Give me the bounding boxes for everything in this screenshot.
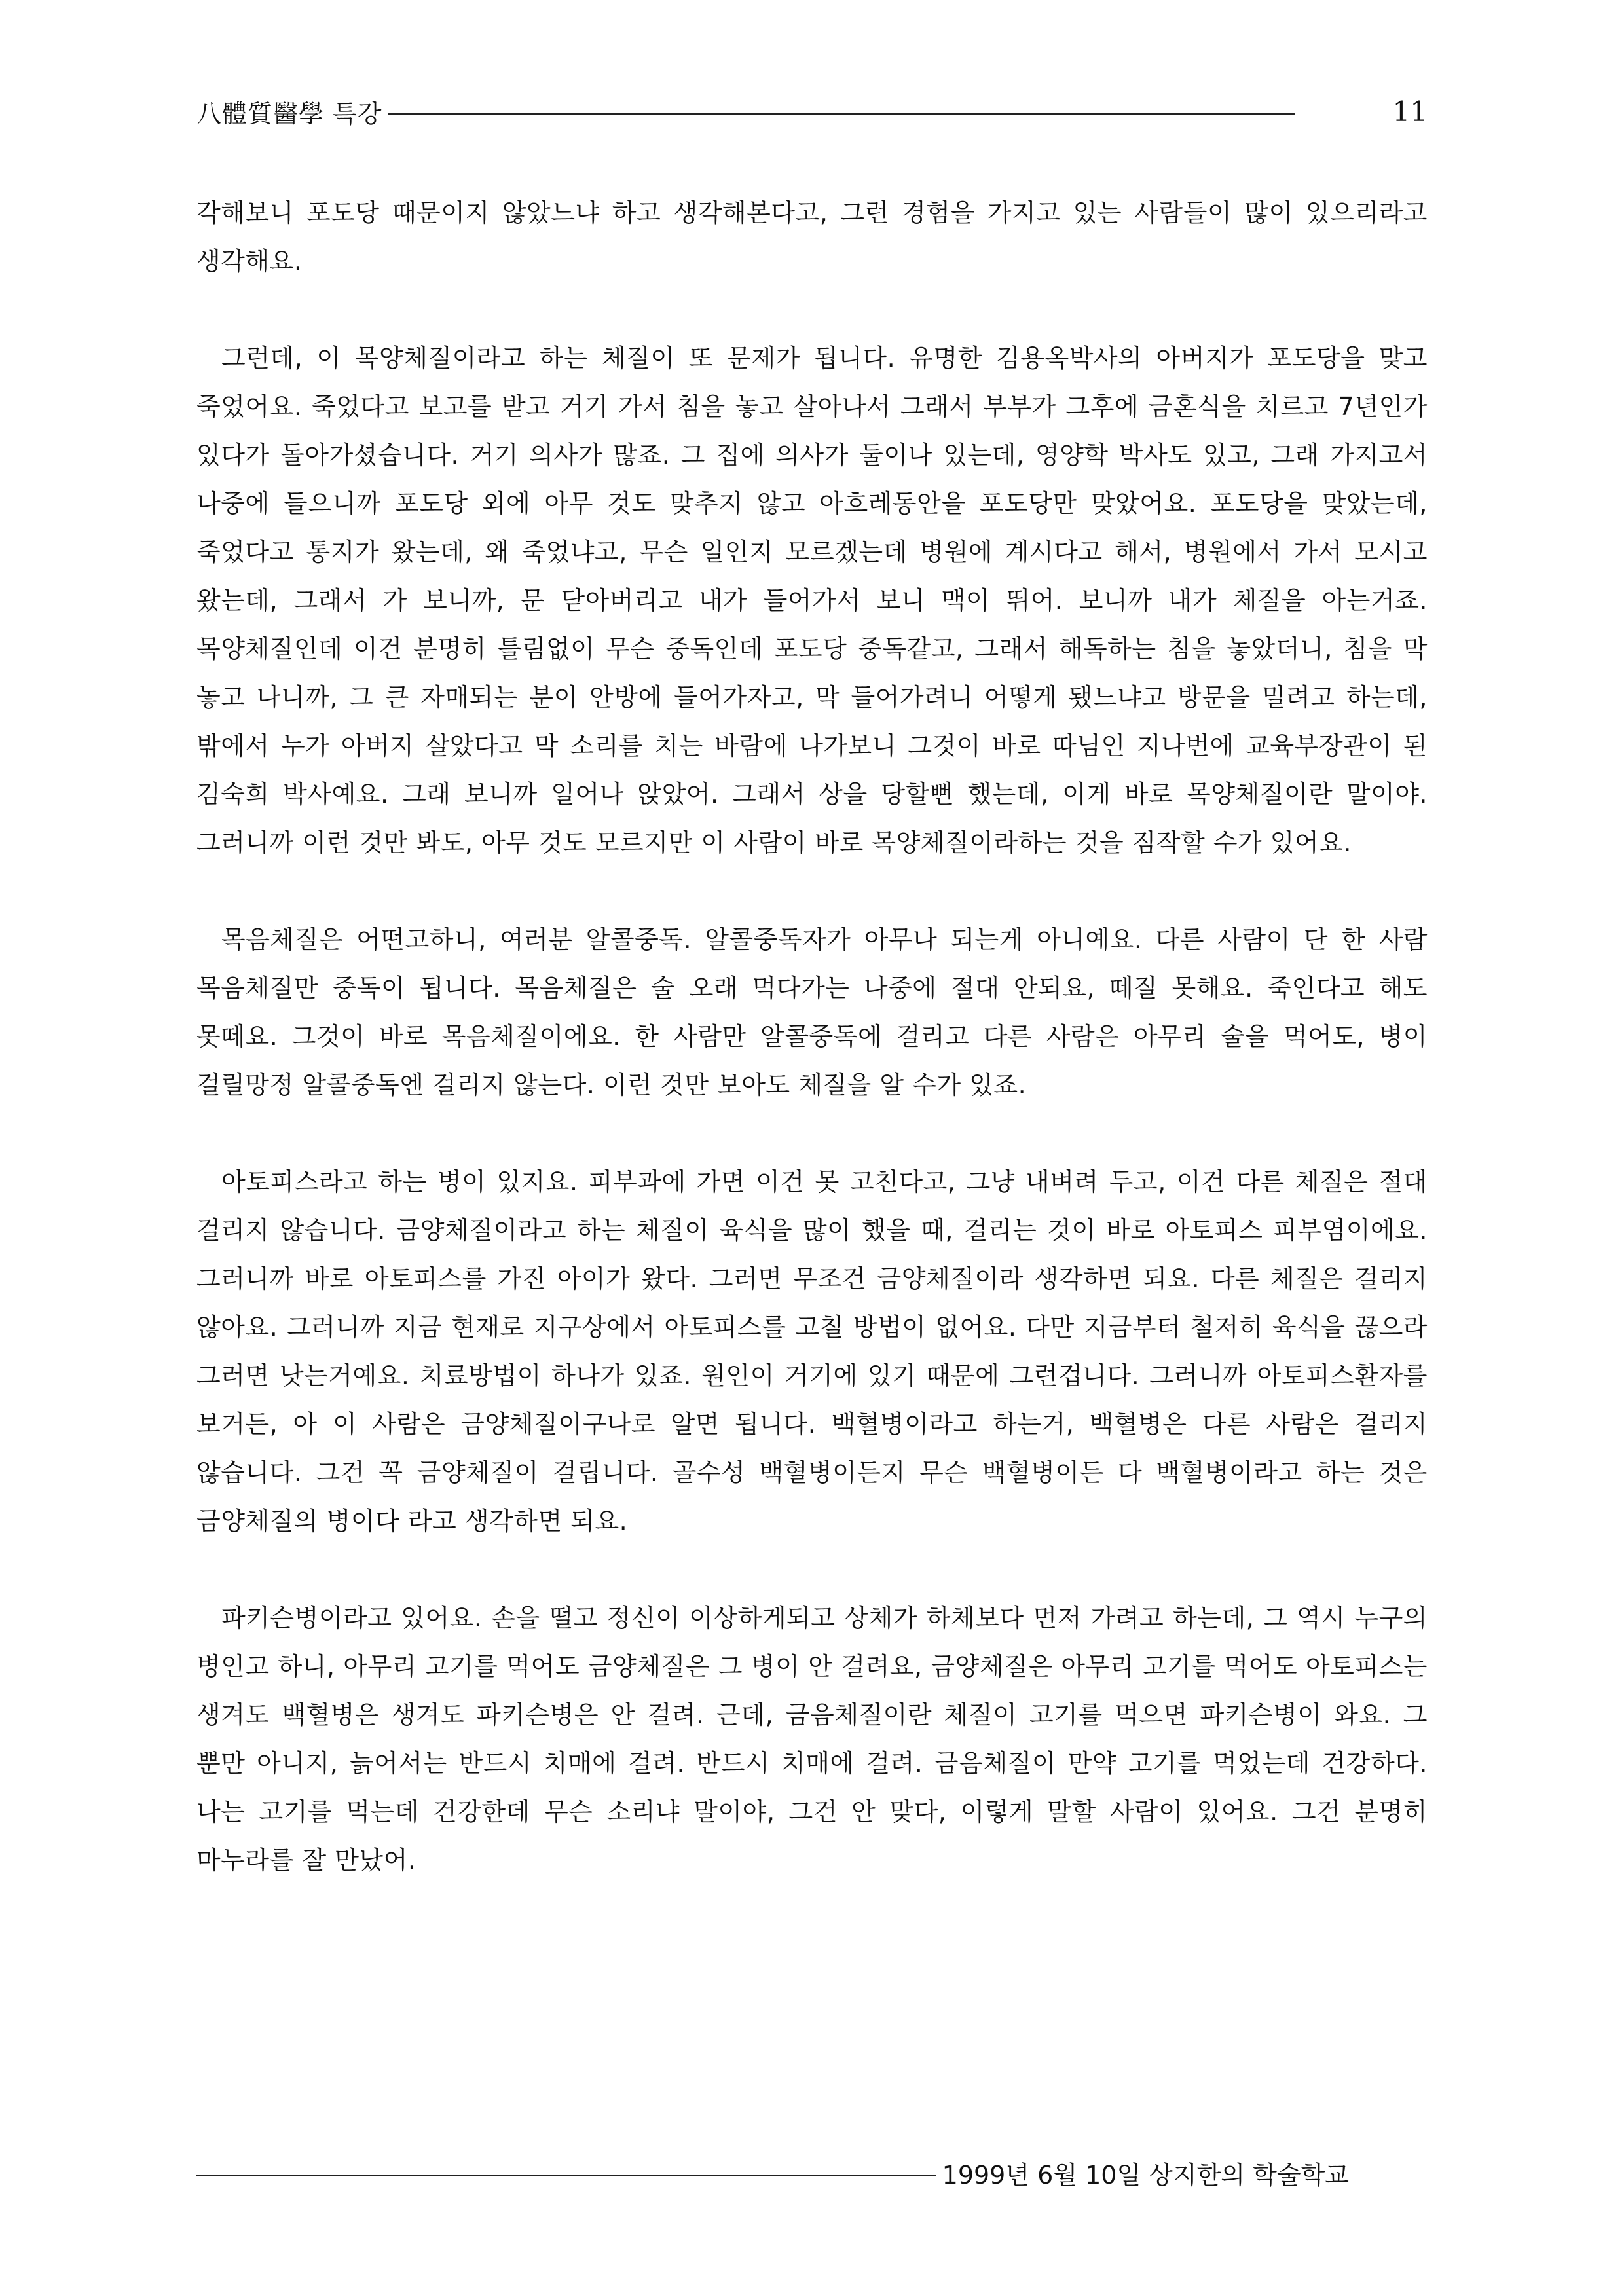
paragraph-1: 각해보니 포도당 때문이지 않았느냐 하고 생각해본다고, 그런 경험을 가지고 있는 사람들이 많이 있으리라고 생각해요. (196, 198, 1428, 276)
footer-text: 1999년 6월 10일 상지한의 학술학교 (942, 2160, 1349, 2190)
page-number: 11 (1392, 95, 1428, 128)
document-body (196, 189, 1428, 1933)
paragraph-2: 그런데, 이 목양체질이라고 하는 체질이 또 문제가 됩니다. 유명한 김용옥박사의 아버지가 포도당을 맞고 죽었어요. 죽었다고 보고를 받고 거기 가서 침을 놓고 살아나서 그래서 부부가 그후에 금혼식을 치르고 7년인가 있다가 돌아가셨습니다. 거기 의사가 많죠. 그 집에 의사가 둘이나 있는데, 영양학 박사도 있고, 그래 가지고서 나중에 들으니까 포도당 외에 아무 것도 맞추지 않고 아흐레동안을 포도당만 맞았어요. 포도당을 맞았는데, 죽었다고 통지가 왔는데, 왜 죽었냐고, 무슨 일인지 모르겠는데 병원에 계시다고 해서, 병원에서 가서 모시고 왔는데, 그래서 가 보니까, 문 닫아버리고 내가 들어가서 보니 맥이 뛰어. 보니까 내가 체질을 아는거죠. 목양체질인데 이건 분명히 틀림없이 무슨 중독인데 포도당 중독같고, 그래서 해독하는 침을 놓았더니, 침을 막 놓고 나니까, 그 큰 자매되는 분이 안방에 들어가자고, 막 들어가려니 어떻게 됐느냐고 방문을 밀려고 하는데, 밖에서 누가 아버지 살았다고 막 소리를 치는 바람에 나가보니 그것이 바로 따님인 지나번에 교육부장관이 된 김숙희 박사예요. 그래 보니까 일어나 앉았어. 그래서 상을 당할뻔 했는데, 이게 바로 목양체질이란 말이야. 그러니까 이런 것만 봐도, 아무 것도 모르지만 이 사람이 바로 목양체질이라하는 것을 짐작할 수가 있어요. (196, 344, 1428, 857)
header-rule (388, 113, 1295, 115)
page-header (196, 92, 1428, 131)
header-title: 八體質醫學 특강 (196, 99, 382, 128)
footer-rule (196, 2175, 936, 2176)
paragraph-5: 파키슨병이라고 있어요. 손을 떨고 정신이 이상하게되고 상체가 하체보다 먼저 가려고 하는데, 그 역시 누구의 병인고 하니, 아무리 고기를 먹어도 금양체질은 그 병이 안 걸려요, 금양체질은 아무리 고기를 먹어도 아토피스는 생겨도 백혈병은 생겨도 파키슨병은 안 걸려. 근데, 금음체질이란 체질이 고기를 먹으면 파키슨병이 와요. 그 뿐만 아니지, 늙어서는 반드시 치매에 걸려. 반드시 치매에 걸려. 금음체질이 만약 고기를 먹었는데 건강하다. 나는 고기를 먹는데 건강한데 무슨 소리냐 말이야, 그건 안 맞다, 이렇게 말할 사람이 있어요. 그건 분명히 마누라를 잘 만났어. (196, 1604, 1428, 1875)
page-footer (196, 2153, 1428, 2192)
paragraph-3: 목음체질은 어떤고하니, 여러분 알콜중독. 알콜중독자가 아무나 되는게 아니예요. 다른 사람이 단 한 사람 목음체질만 중독이 됩니다. 목음체질은 술 오래 먹다가는 나중에 절대 안되요, 떼질 못해요. 죽인다고 해도 못떼요. 그것이 바로 목음체질이에요. 한 사람만 알콜중독에 걸리고 다른 사람은 아무리 술을 먹어도, 병이 걸릴망정 알콜중독엔 걸리지 않는다. 이런 것만 보아도 체질을 알 수가 있죠. (196, 925, 1428, 1099)
paragraph-4: 아토피스라고 하는 병이 있지요. 피부과에 가면 이건 못 고친다고, 그냥 내벼려 두고, 이건 다른 체질은 절대 걸리지 않습니다. 금양체질이라고 하는 체질이 육식을 많이 했을 때, 걸리는 것이 바로 아토피스 피부염이에요. 그러니까 바로 아토피스를 가진 아이가 왔다. 그러면 무조건 금양체질이라 생각하면 되요. 다른 체질은 걸리지 않아요. 그러니까 지금 현재로 지구상에서 아토피스를 고칠 방법이 없어요. 다만 지금부터 철저히 육식을 끊으라 그러면 낫는거예요. 치료방법이 하나가 있죠. 원인이 거기에 있기 때문에 그런겁니다. 그러니까 아토피스환자를 보거든, 아 이 사람은 금양체질이구나로 알면 됩니다. 백혈병이라고 하는거, 백혈병은 다른 사람은 걸리지 않습니다. 그건 꼭 금양체질이 걸립니다. 골수성 백혈병이든지 무슨 백혈병이든 다 백혈병이라고 하는 것은 금양체질의 병이다 라고 생각하면 되요. (196, 1167, 1428, 1535)
